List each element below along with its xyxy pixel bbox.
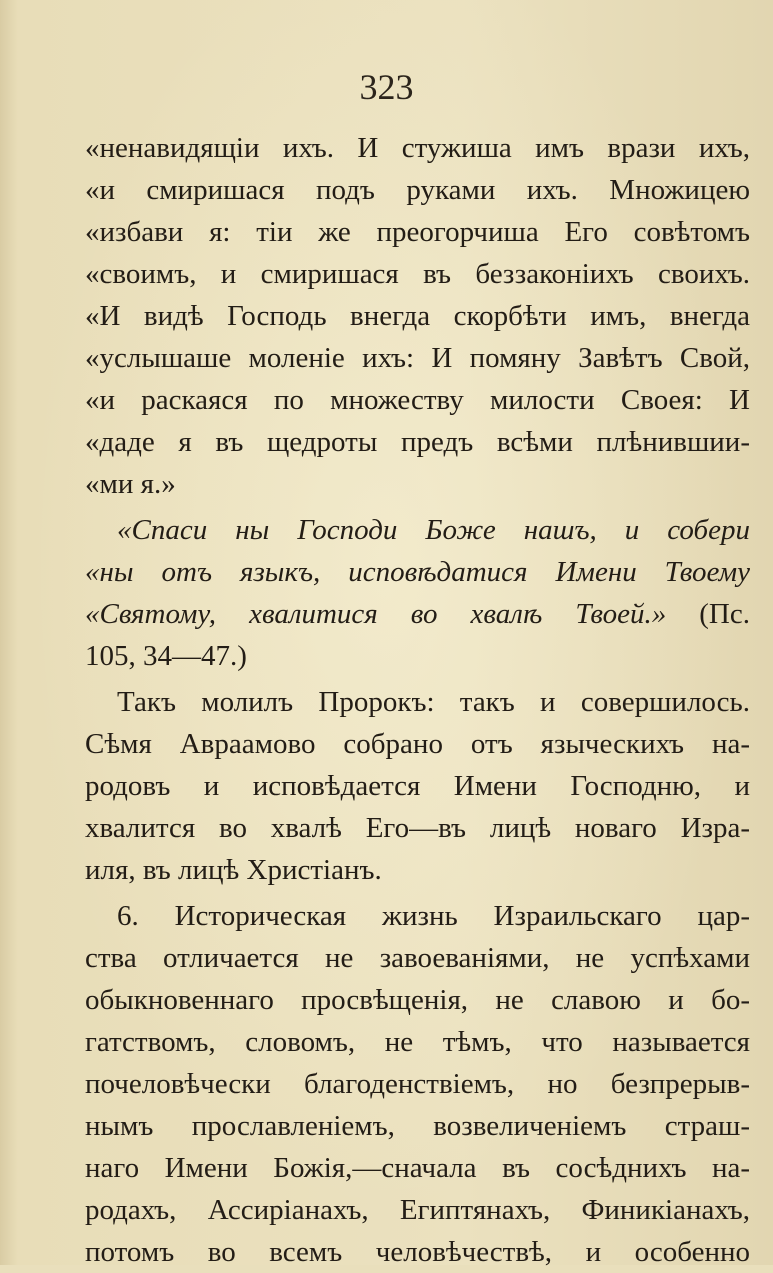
- text-line: «и смиришася подъ руками ихъ. Множицею: [85, 174, 750, 206]
- italic-line: «Спаси ны Господи Боже нашъ, и собери: [117, 514, 750, 546]
- text-line: «ненавидящіи ихъ. И стужиша имъ врази ихъ,: [85, 132, 750, 164]
- text-line: Такъ молилъ Пророкъ: такъ и совершилось.: [117, 686, 750, 718]
- paragraph: [85, 895, 750, 1273]
- page-number: 323: [359, 67, 414, 107]
- paragraph: [85, 681, 750, 891]
- psalm-reference-line: 105, 34—47.): [85, 640, 247, 672]
- text-line: Сѣмя Авраамово собрано отъ языческихъ на-: [85, 728, 750, 760]
- text-line: «ми я.»: [85, 468, 176, 500]
- text-line: потомъ во всемъ человѣчествѣ, и особенно: [85, 1236, 750, 1268]
- text-line: «своимъ, и смиришася въ беззаконіихъ своихъ.: [85, 258, 750, 290]
- text-block: [85, 127, 750, 1273]
- text-line: «и раскаяся по множеству милости Своея: И: [85, 384, 750, 416]
- italic-segment: «Святому, хвалитися во хвалѣ Твоей.»: [85, 598, 667, 630]
- text-line: 6. Историческая жизнь Израильскаго цар-: [117, 900, 750, 932]
- text-line: обыкновеннаго просвѣщенія, не славою и бо-: [85, 984, 750, 1016]
- psalm-quote: [85, 127, 750, 505]
- mixed-line: [85, 593, 750, 635]
- text-line: «И видѣ Господь внегда скорбѣти имъ, внегда: [85, 300, 750, 332]
- text-line: «дадe я въ щедроты предъ всѣми плѣнившии-: [85, 426, 750, 458]
- text-line: родахъ, Ассиріанахъ, Египтянахъ, Финикіанахъ,: [85, 1194, 750, 1226]
- text-line: хвалится во хвалѣ Его—въ лицѣ новаго Изра-: [85, 812, 750, 844]
- text-line: иля, въ лицѣ Христіанъ.: [85, 854, 382, 886]
- text-line: «избави я: тіи же преогорчиша Его совѣтомъ: [85, 216, 750, 248]
- text-line: почеловѣчески благоденствіемъ, но безпрерыв-: [85, 1068, 750, 1100]
- italic-line: «ны отъ языкъ, исповѣдатися Имени Твоему: [85, 556, 750, 588]
- prayer-quote: [85, 509, 750, 677]
- text-line: родовъ и исповѣдается Имени Господню, и: [85, 770, 750, 802]
- text-line: ства отличается не завоеваніями, не успѣхами: [85, 942, 750, 974]
- text-line: наго Имени Божія,—сначала въ сосѣднихъ на-: [85, 1152, 750, 1184]
- text-line: «услышаше моленіе ихъ: И помяну Завѣтъ Свой,: [85, 342, 750, 374]
- psalm-reference: (Пс.: [666, 598, 750, 630]
- text-line: гатствомъ, словомъ, не тѣмъ, что называется: [85, 1026, 750, 1058]
- text-line: нымъ прославленіемъ, возвеличеніемъ страш-: [85, 1110, 750, 1142]
